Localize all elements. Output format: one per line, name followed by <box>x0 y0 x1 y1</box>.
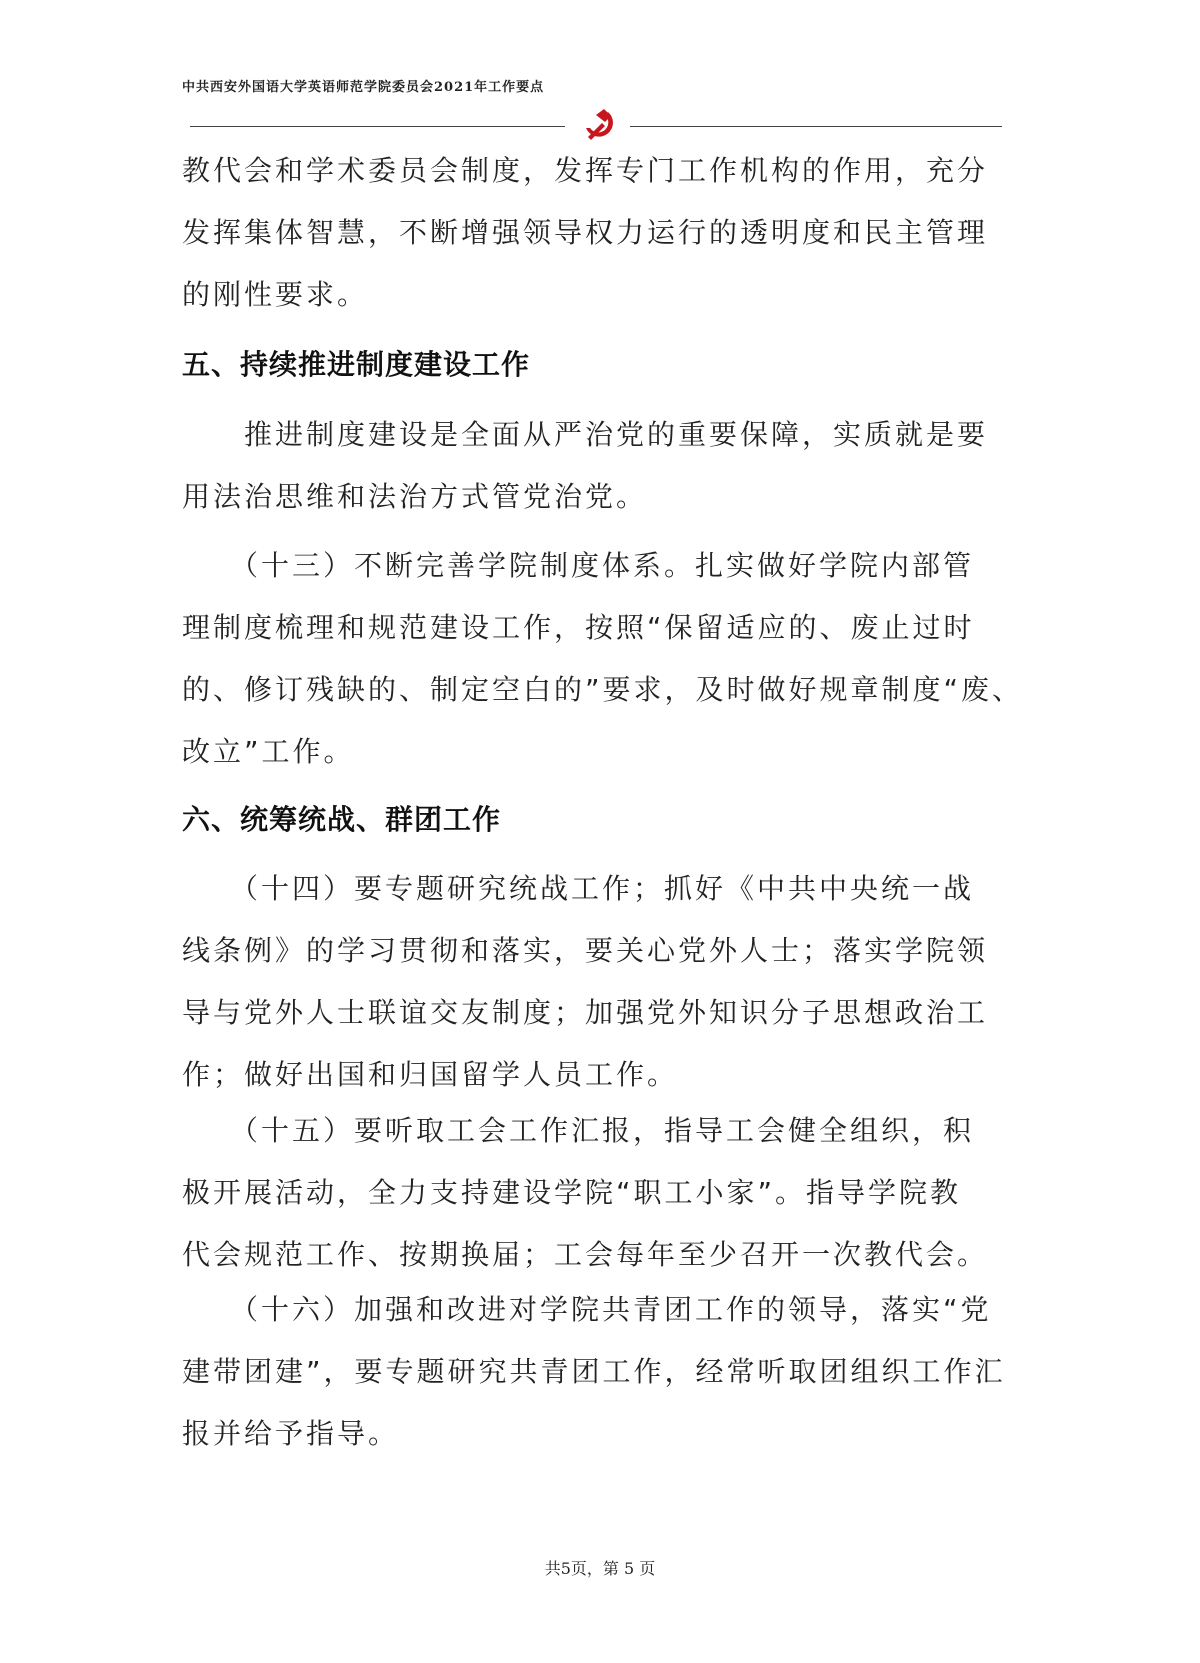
hammer-sickle-icon <box>578 104 618 144</box>
paragraph-item-14: （十四）要专题研究统战工作；抓好《中共中央统一战 线条例》的学习贯彻和落实，要关心党外人士；落实学院领 导与党外人士联谊交友制度；加强党外知识分子思想政治工 作；做好出国和归国留学人员工作。 <box>182 872 989 1091</box>
section-heading-5: 五、持续推进制度建设工作 <box>182 348 531 381</box>
document-header-title: 中共西安外国语大学英语师范学院委员会2021年工作要点 <box>182 80 545 95</box>
header-rule-right <box>630 126 1002 127</box>
page-footer: 共5页，第 5 页 <box>544 1559 656 1578</box>
paragraph-system-building: 推进制度建设是全面从严治党的重要保障，实质就是要 用法治思维和法治方式管党治党。 <box>182 418 989 513</box>
paragraph-item-15: （十五）要听取工会工作汇报，指导工会健全组织，积 极开展活动，全力支持建设学院“职工小家”。指导学院教 代会规范工作、按期换届；工会每年至少召开一次教代会。 <box>182 1114 989 1271</box>
paragraph-item-13: （十三）不断完善学院制度体系。扎实做好学院内部管 理制度梳理和规范建设工作，按照“保留适应的、废止过时 的、修订残缺的、制定空白的”要求，及时做好规章制度“废、 改立”工作。 <box>182 549 1024 768</box>
paragraph-continuation: 教代会和学术委员会制度，发挥专门工作机构的作用，充分 发挥集体智慧，不断增强领导权力运行的透明度和民主管理 的刚性要求。 <box>182 154 989 311</box>
header-rule-left <box>190 126 565 127</box>
section-heading-6: 六、统筹统战、群团工作 <box>182 803 502 836</box>
paragraph-item-16: （十六）加强和改进对学院共青团工作的领导，落实“党 建带团建”，要专题研究共青团工作，经常听取团组织工作汇 报并给予指导。 <box>182 1293 1006 1450</box>
